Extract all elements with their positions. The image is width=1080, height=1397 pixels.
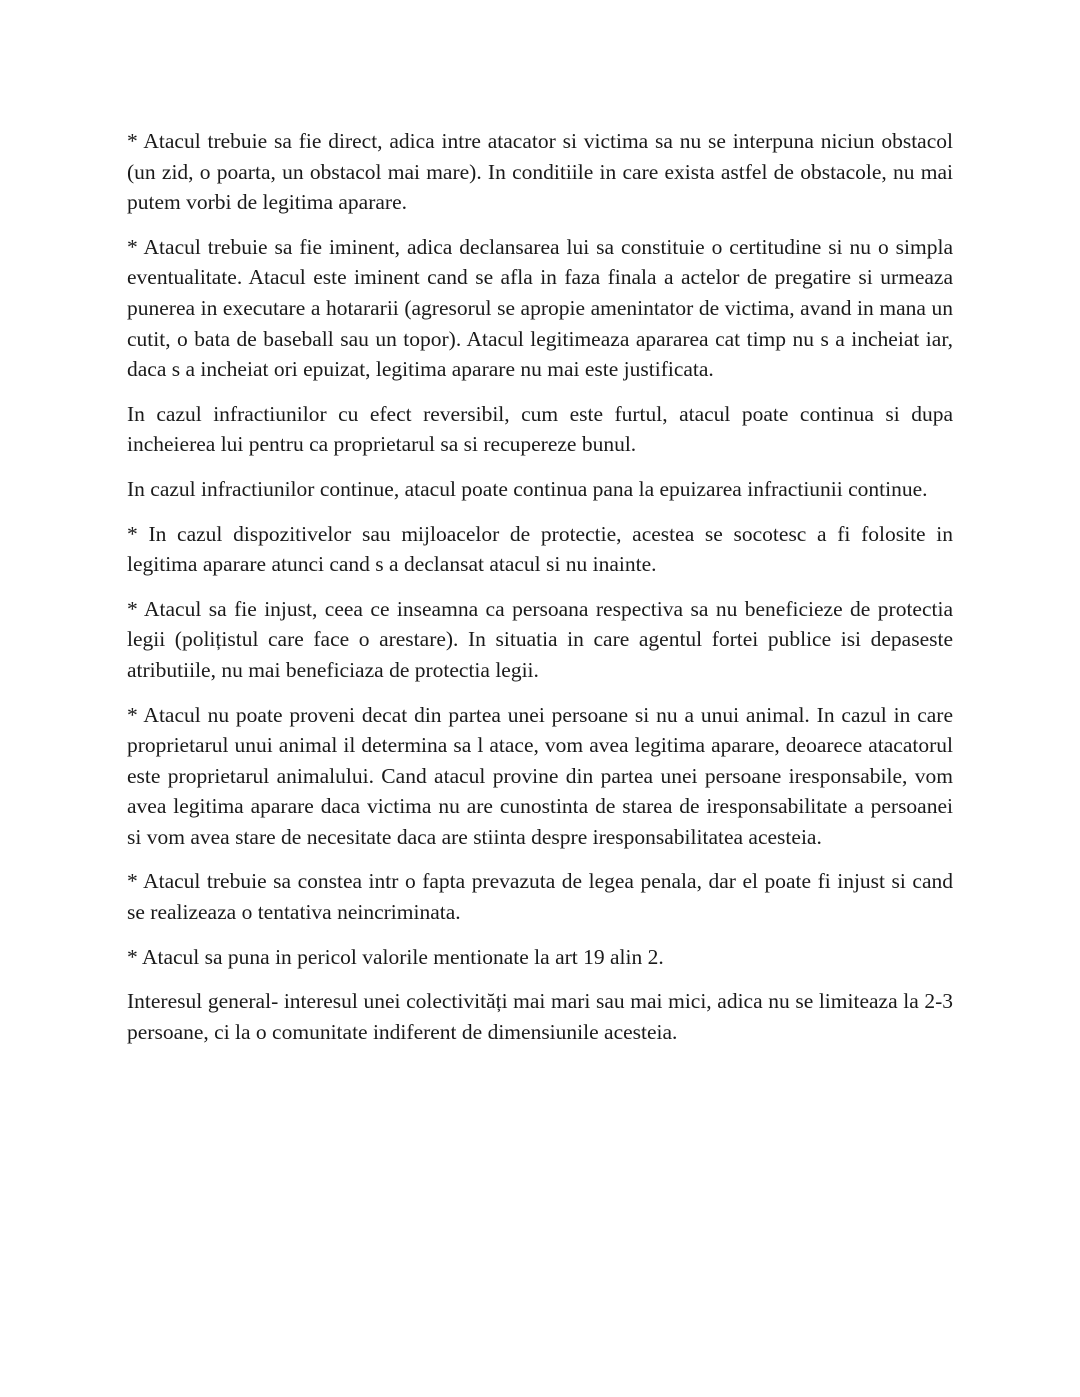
paragraph-imminent-attack: * Atacul trebuie sa fie iminent, adica declansarea lui sa constituie o certitudine si nu o simpla eventualitate. Atacul este iminent cand se afla in faza finala a actelor de pregatire si urmeaza punerea in executare a hotararii (agresorul se apropie amenintator de victima, avand in mana un cutit, o bata de baseball sau un topor). Atacul legitimeaza apararea cat timp nu s a incheiat iar, daca s a incheiat ori epuizat, legitima aparare nu mai este justificata. [127, 234, 953, 382]
paragraph-continuous-offences: In cazul infractiunilor continue, atacul poate continua pana la epuizarea infractiunii continue. [127, 476, 928, 501]
paragraph-protection-devices: * In cazul dispozitivelor sau mijloacelor de protectie, acestea se socotesc a fi folosite in legitima aparare atunci cand s a declansat atacul si nu inainte. [127, 521, 953, 577]
paragraph-endangered-values: * Atacul sa puna in pericol valorile mentionate la art 19 alin 2. [127, 944, 664, 969]
document-page [127, 126, 953, 1061]
paragraph-direct-attack: * Atacul trebuie sa fie direct, adica intre atacator si victima sa nu se interpuna niciun obstacol (un zid, o poarta, un obstacol mai mare). In conditiile in care exista astfel de obstacole, nu mai putem vorbi de legitima aparare. [127, 129, 953, 215]
paragraph-person-not-animal: * Atacul nu poate proveni decat din partea unei persoane si nu a unui animal. In cazul in care proprietarul unui animal il determina sa l atace, vom avea legitima aparare, deoarece atacatorul este proprietarul animalului. Cand atacul provine din partea unei persoane iresponsabile, vom avea legitima aparare daca victima nu are cunostinta de starea de iresponsabilitate a persoanei si vom avea stare de necesitate daca are stiinta despre iresponsabilitatea acesteia. [127, 702, 953, 849]
paragraph-unjust-attack: * Atacul sa fie injust, ceea ce inseamna ca persoana respectiva sa nu beneficieze de protectia legii (polițistul care face o arestare). In situatia in care agentul fortei publice isi depaseste atributiile, nu mai beneficiaza de protectia legii. [127, 596, 953, 682]
paragraph-reversible-offences: In cazul infractiunilor cu efect reversibil, cum este furtul, atacul poate continua si dupa incheierea lui pentru ca proprietarul sa si recupereze bunul. [127, 401, 953, 457]
paragraph-criminal-act: * Atacul trebuie sa constea intr o fapta prevazuta de legea penala, dar el poate fi injust si cand se realizeaza o tentativa neincriminata. [127, 869, 953, 925]
paragraph-general-interest: Interesul general- interesul unei colectivități mai mari sau mai mici, adica nu se limiteaza la 2-3 persoane, ci la o comunitate indiferent de dimensiunile acesteia. [127, 989, 953, 1044]
